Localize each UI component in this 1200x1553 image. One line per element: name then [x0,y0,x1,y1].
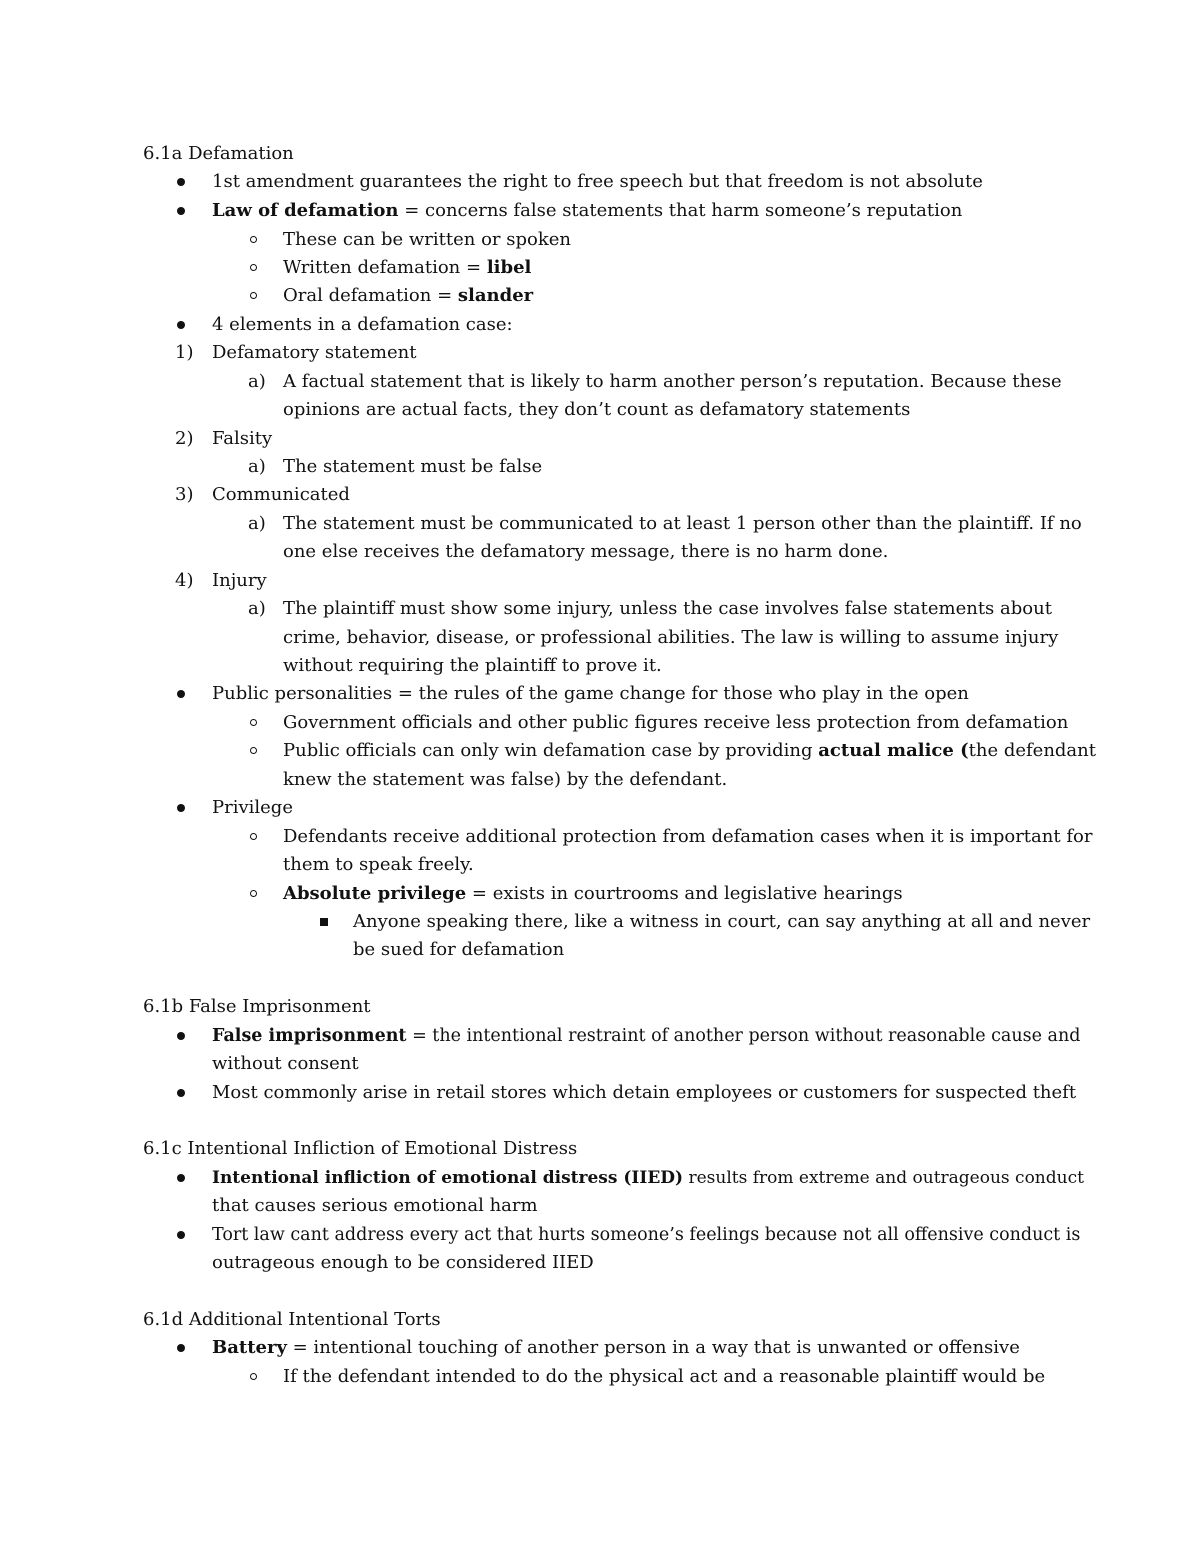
bullet-dot [177,804,185,812]
sub-bullet-text [283,880,903,908]
sub-bullet-circle [250,292,257,299]
sub-bullet-circle [250,833,257,840]
sub-bullet-label: Written defamation = [283,257,487,278]
term-bold: actual malice ( [818,740,969,761]
section-heading-additional-torts: 6.1d Additional Intentional Torts [143,1309,441,1330]
sub-bullet-text: Government officials and other public figures receive less protection from defamation [283,712,1069,733]
list-item-text: A factual statement that is likely to harm another person’s reputation. Because these [283,371,1062,392]
bullet-text: outrageous enough to be considered IIED [212,1252,594,1273]
term-bold: Battery [212,1337,287,1358]
list-item-text: Falsity [212,428,273,449]
bullet-dot [177,1032,185,1040]
sub-bullet-text [283,282,533,310]
sub-bullet-text: knew the statement was false) by the defendant. [283,769,728,790]
list-item-text: crime, behavior, disease, or professional abilities. The law is willing to assume injury [283,627,1059,648]
bullet-text: that causes serious emotional harm [212,1195,538,1216]
section-heading-defamation: 6.1a Defamation [143,143,294,164]
term-bold: Intentional infliction of emotional distress (IIED) [212,1168,684,1188]
bullet-dot [177,321,185,329]
sub-bullet-circle [250,264,257,271]
bullet-dot [177,1231,185,1239]
section-heading-false-imprisonment: 6.1b False Imprisonment [143,996,371,1017]
bullet-text: without consent [212,1053,359,1074]
bullet-dot [177,1344,185,1352]
list-item-text: Defamatory statement [212,342,417,363]
bullet-text [212,1334,1020,1362]
definition-text: = the intentional restraint of another person without reasonable cause and [406,1026,1081,1046]
list-item-text: Communicated [212,484,350,505]
sub-bullet-text: Defendants receive additional protection from defamation cases when it is important for [283,826,1093,847]
sub-sub-bullet-text: be sued for defamation [353,939,565,960]
list-letter: a) [248,456,266,477]
term-bold: slander [457,285,534,306]
bullet-dot [177,1174,185,1182]
definition-text: = intentional touching of another person in a way that is unwanted or offensive [286,1337,1020,1358]
list-item-text: The statement must be communicated to at least 1 person other than the plaintiff. If no [283,513,1082,534]
term-bold: Law of defamation [212,200,399,221]
term-bold: Absolute privilege [283,883,467,904]
list-letter: a) [248,598,266,619]
bullet-dot [177,207,185,215]
bullet-text: Most commonly arise in retail stores which detain employees or customers for suspected theft [212,1082,1077,1103]
bullet-dot [177,1089,185,1097]
sub-sub-bullet-text: Anyone speaking there, like a witness in court, can say anything at all and never [353,911,1091,932]
sub-bullet-text: These can be written or spoken [283,229,571,250]
definition-text: = concerns false statements that harm someone’s reputation [398,200,963,221]
bullet-text [212,1164,1084,1192]
list-item-text: one else receives the defamatory message, there is no harm done. [283,541,889,562]
list-item-text: Injury [212,570,267,591]
bullet-text: Privilege [212,797,293,818]
list-letter: a) [248,513,266,534]
bullet-text: Public personalities = the rules of the game change for those who play in the open [212,683,969,704]
list-number: 1) [175,342,194,363]
list-number: 2) [175,428,194,449]
bullet-dot [177,178,185,186]
bullet-text: 1st amendment guarantees the right to free speech but that freedom is not absolute [212,171,983,192]
sub-bullet-text: If the defendant intended to do the physical act and a reasonable plaintiff would be [283,1366,1046,1387]
list-number: 4) [175,570,194,591]
term-bold: False imprisonment [212,1026,407,1046]
sub-bullet-label: Oral defamation = [283,285,458,306]
bullet-text: 4 elements in a defamation case: [212,314,513,335]
sub-bullet-text [283,737,1096,765]
definition-text: results from extreme and outrageous conduct [683,1168,1084,1188]
bullet-text: Tort law cant address every act that hurts someone’s feelings because not all offensive conduct is [212,1225,1081,1245]
list-item-text: The plaintiff must show some injury, unless the case involves false statements about [283,598,1052,619]
sub-bullet-circle [250,747,257,754]
sub-bullet-text [283,254,531,282]
sub-bullet-label: the defendant [968,740,1096,761]
term-bold: libel [486,257,532,278]
list-item-text: opinions are actual facts, they don’t count as defamatory statements [283,399,911,420]
bullet-text [212,1022,1080,1050]
sub-bullet-circle [250,890,257,897]
bullet-text [212,197,962,225]
definition-text: = exists in courtrooms and legislative hearings [466,883,903,904]
list-item-text: without requiring the plaintiff to prove it. [283,655,662,676]
sub-bullet-circle [250,719,257,726]
sub-bullet-text: them to speak freely. [283,854,474,875]
sub-sub-bullet-square [320,918,328,926]
list-item-text: The statement must be false [283,456,543,477]
sub-bullet-circle [250,236,257,243]
section-heading-iied: 6.1c Intentional Infliction of Emotional Distress [143,1138,578,1159]
list-number: 3) [175,484,194,505]
list-letter: a) [248,371,266,392]
sub-bullet-circle [250,1373,257,1380]
sub-bullet-label: Public officials can only win defamation case by providing [283,740,819,761]
bullet-dot [177,690,185,698]
